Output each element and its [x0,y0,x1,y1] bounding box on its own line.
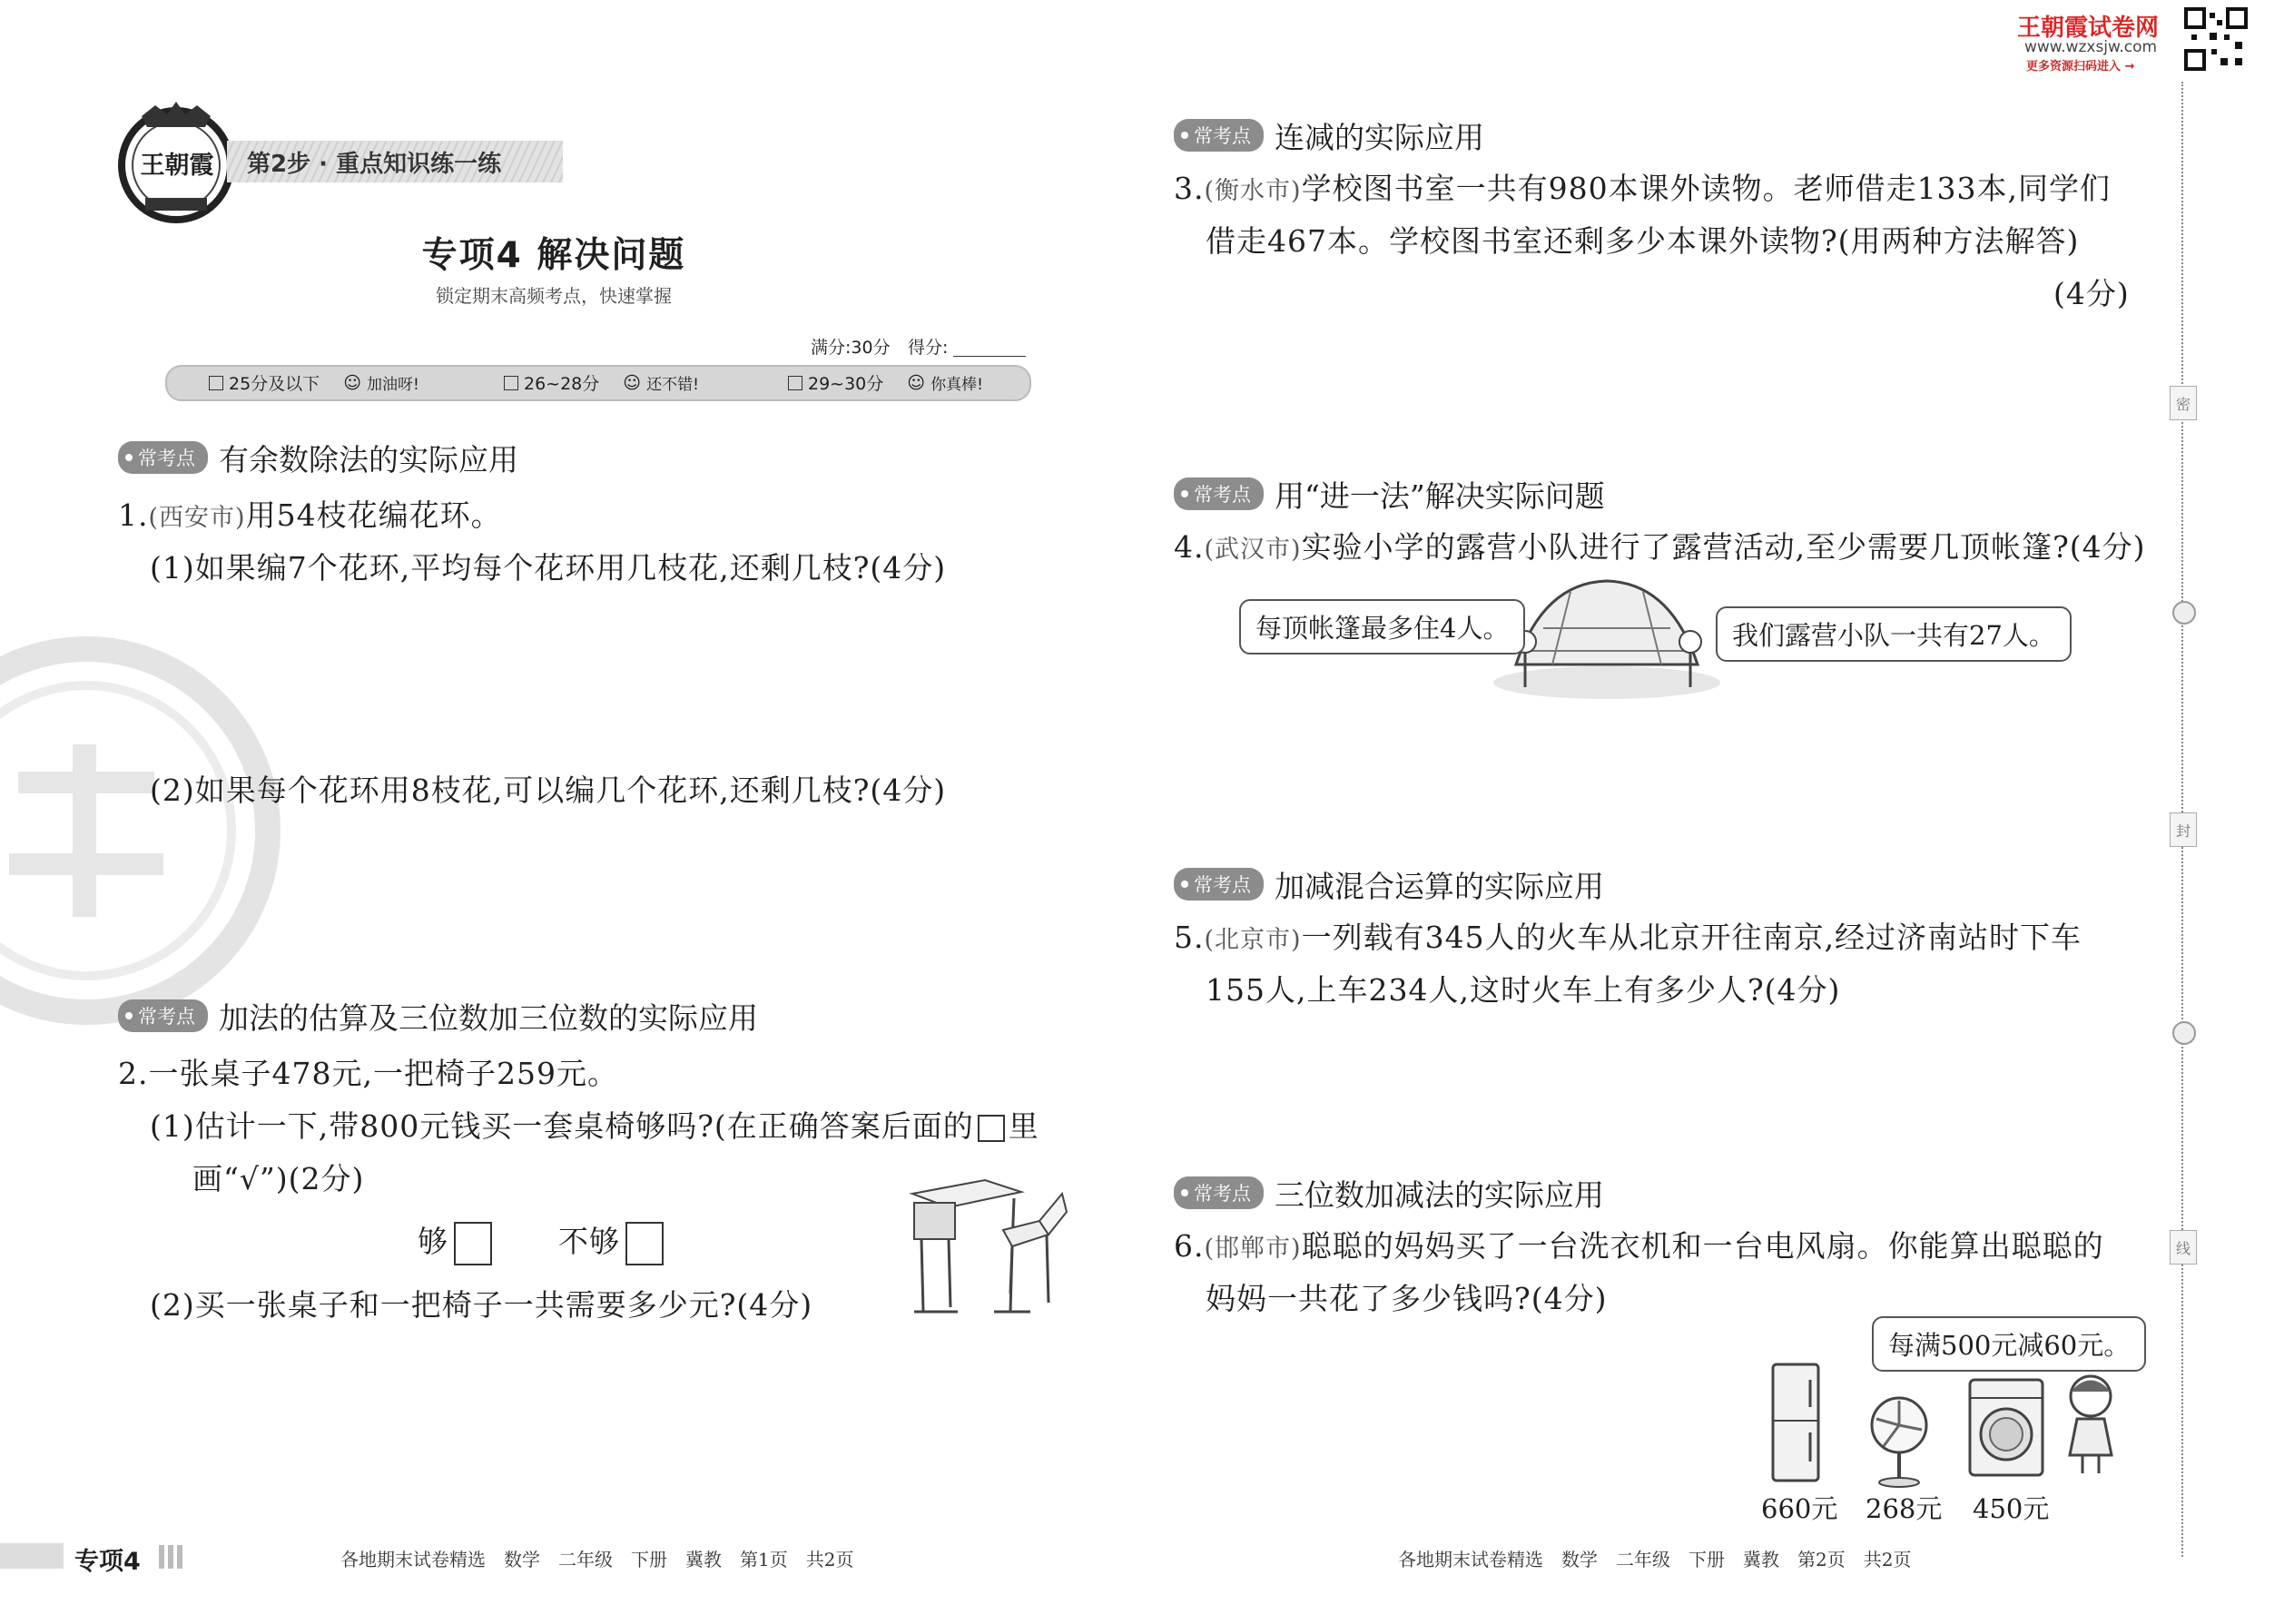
question-text: 用54枝花编花环。 [245,497,502,533]
question-6-cont: 妈妈一共花了多少钱吗?(4分) [1206,1281,1608,1316]
binding-mark: 封 [2170,812,2197,847]
question-number: 2. [118,1056,149,1091]
page-footer: 各地期末试卷精选 数学 二年级 下册 冀教 第1页 共2页 [340,1549,854,1570]
checkbox[interactable] [504,376,518,390]
speech-bubble-discount: 每满500元减60元。 [1872,1316,2146,1372]
score-band-comment: 加油呀! [367,376,419,394]
question-2 [118,1048,618,1099]
question-number: 3. [1174,171,1205,206]
score-get-line [953,356,1026,357]
question-region: (衡水市) [1204,177,1302,205]
question-2-part-1-cont: 画“√”)(2分) [192,1161,365,1196]
section-title: 用“进一法”解决实际问题 [1275,477,1605,514]
answer-area[interactable] [1206,1026,2113,1162]
question-text: 学校图书室一共有980本课外读物。老师借走133本,同学们 [1301,171,2112,206]
question-text: 一列载有345人的火车从北京开往南京,经过济南站时下车 [1301,920,2082,955]
question-region: (邯郸市) [1204,1235,1302,1263]
section-badge: 常考点 [1174,1176,1264,1209]
question-text: 聪聪的妈妈买了一台洗衣机和一台电风扇。你能算出聪聪的 [1301,1228,2104,1264]
section-badge: 常考点 [1174,477,1264,510]
question-6 [1174,1221,2104,1275]
page-title: 专项4 解决问题 [421,235,686,276]
option-enough [418,1216,492,1267]
question-text: 里 [1008,1108,1039,1144]
question-1 [118,490,502,544]
option-label: 不够 [558,1224,620,1259]
question-number: 5. [1174,920,1205,955]
checkbox[interactable] [788,376,802,390]
question-number: 4. [1174,529,1205,565]
desk-chair-illustration [903,1176,1085,1330]
answer-area[interactable] [1206,327,2113,463]
score-band-range: 25分及以下 [229,374,320,394]
question-region: (北京市) [1204,926,1302,954]
binding-mark: 线 [2170,1230,2197,1265]
section-title: 有余数除法的实际应用 [219,441,518,477]
price-refrigerator: 660元 [1761,1493,1838,1524]
refrigerator-icon [1768,1362,1823,1484]
price-washing-machine: 450元 [1973,1493,2050,1524]
binding-circle-icon [2172,1021,2196,1045]
section-title: 三位数加减法的实际应用 [1275,1176,1604,1213]
section-title: 加减混合运算的实际应用 [1275,868,1604,904]
question-2-part-2: (2)买一张桌子和一把椅子一共需要多少元?(4分) [150,1287,813,1323]
section-title: 加法的估算及三位数加三位数的实际应用 [219,999,758,1036]
speech-bubble-right: 我们露营小队一共有27人。 [1716,606,2072,662]
score-band-1 [209,370,419,395]
question-3-cont: 借走467本。学校图书室还剩多少本课外读物?(用两种方法解答) [1206,223,2080,259]
price-fan: 268元 [1866,1493,1943,1524]
section-header [1174,113,1484,157]
section-badge: 常考点 [1174,868,1264,901]
answer-area[interactable] [150,599,1058,763]
page-subtitle: 锁定期末高频考点，快速掌握 [436,285,672,307]
section-header [118,994,758,1038]
answer-area[interactable] [1206,708,2113,844]
question-1-part-2: (2)如果每个花环用8枝花,可以编几个花环,还剩几枝?(4分) [150,773,947,808]
question-number: 1. [118,497,149,533]
section-header [118,436,518,479]
score-band-2 [504,370,699,395]
binding-circle-icon [2172,601,2196,625]
girl-character-icon [2059,1369,2122,1478]
score-band-3 [788,370,983,395]
washing-machine-icon [1965,1375,2047,1480]
site-url: www.wzxsjw.com [2024,38,2158,56]
footer-decoration [159,1545,182,1569]
footer-bar [0,1543,64,1569]
brand-logo [114,100,238,223]
answer-checkbox[interactable] [625,1222,664,1265]
smile-icon: ☺ [623,372,642,393]
logo-text: 王朝霞 [140,152,214,180]
site-name: 王朝霞试卷网 [2017,15,2160,42]
question-text: (1)估计一下,带800元钱买一套桌椅够吗?(在正确答案后面的 [150,1108,974,1144]
question-region: (西安市) [148,504,246,532]
section-header [1174,472,1605,516]
answer-box-icon [978,1115,1005,1142]
page-footer: 各地期末试卷精选 数学 二年级 下册 冀教 第2页 共2页 [1398,1549,1912,1570]
question-text: 一张桌子478元,一把椅子259元。 [148,1056,618,1091]
score-get-label: 得分: [908,338,949,358]
section-header [1174,862,1604,906]
section-header [1174,1171,1604,1215]
section-title: 连减的实际应用 [1275,119,1484,155]
score-band-range: 29~30分 [808,374,884,394]
answer-checkbox[interactable] [454,1222,492,1265]
smile-icon: ☺ [907,372,926,393]
question-3-points: (4分) [2053,276,2130,311]
question-text: 实验小学的露营小队进行了露营活动,至少需要几顶帐篷?(4分) [1301,529,2146,565]
section-badge: 常考点 [1174,119,1264,152]
speech-bubble-left: 每顶帐篷最多住4人。 [1239,599,1525,655]
binding-mark: 密 [2170,386,2197,420]
smile-icon: ☺ [343,372,361,393]
section-badge: 常考点 [118,999,208,1032]
site-slogan: 更多资源扫码进入 → [2026,60,2135,74]
qr-code-icon [2184,7,2248,71]
score-band-comment: 你真棒! [930,376,983,394]
question-5-cont: 155人,上车234人,这时火车上有多少人?(4分) [1206,972,1841,1008]
question-2-part-1 [150,1101,1039,1152]
score-full: 满分:30分 [811,338,891,358]
option-not-enough [558,1216,664,1267]
score-band-comment: 还不错! [646,376,699,394]
footer-tag: 专项4 [74,1548,141,1576]
answer-area[interactable] [150,822,1058,985]
question-number: 6. [1174,1228,1205,1264]
electric-fan-icon [1866,1393,1934,1489]
step-banner-label: 第2步 · 重点知识练一练 [247,151,502,178]
question-4 [1174,522,2146,576]
section-badge: 常考点 [118,441,208,474]
question-region: (武汉市) [1204,536,1302,564]
question-3 [1174,163,2111,217]
option-label: 够 [418,1224,448,1259]
question-5 [1174,912,2082,966]
score-band-range: 26~28分 [524,374,600,394]
question-1-part-1: (1)如果编7个花环,平均每个花环用几枝花,还剩几枝?(4分) [150,550,947,586]
checkbox[interactable] [209,376,223,390]
